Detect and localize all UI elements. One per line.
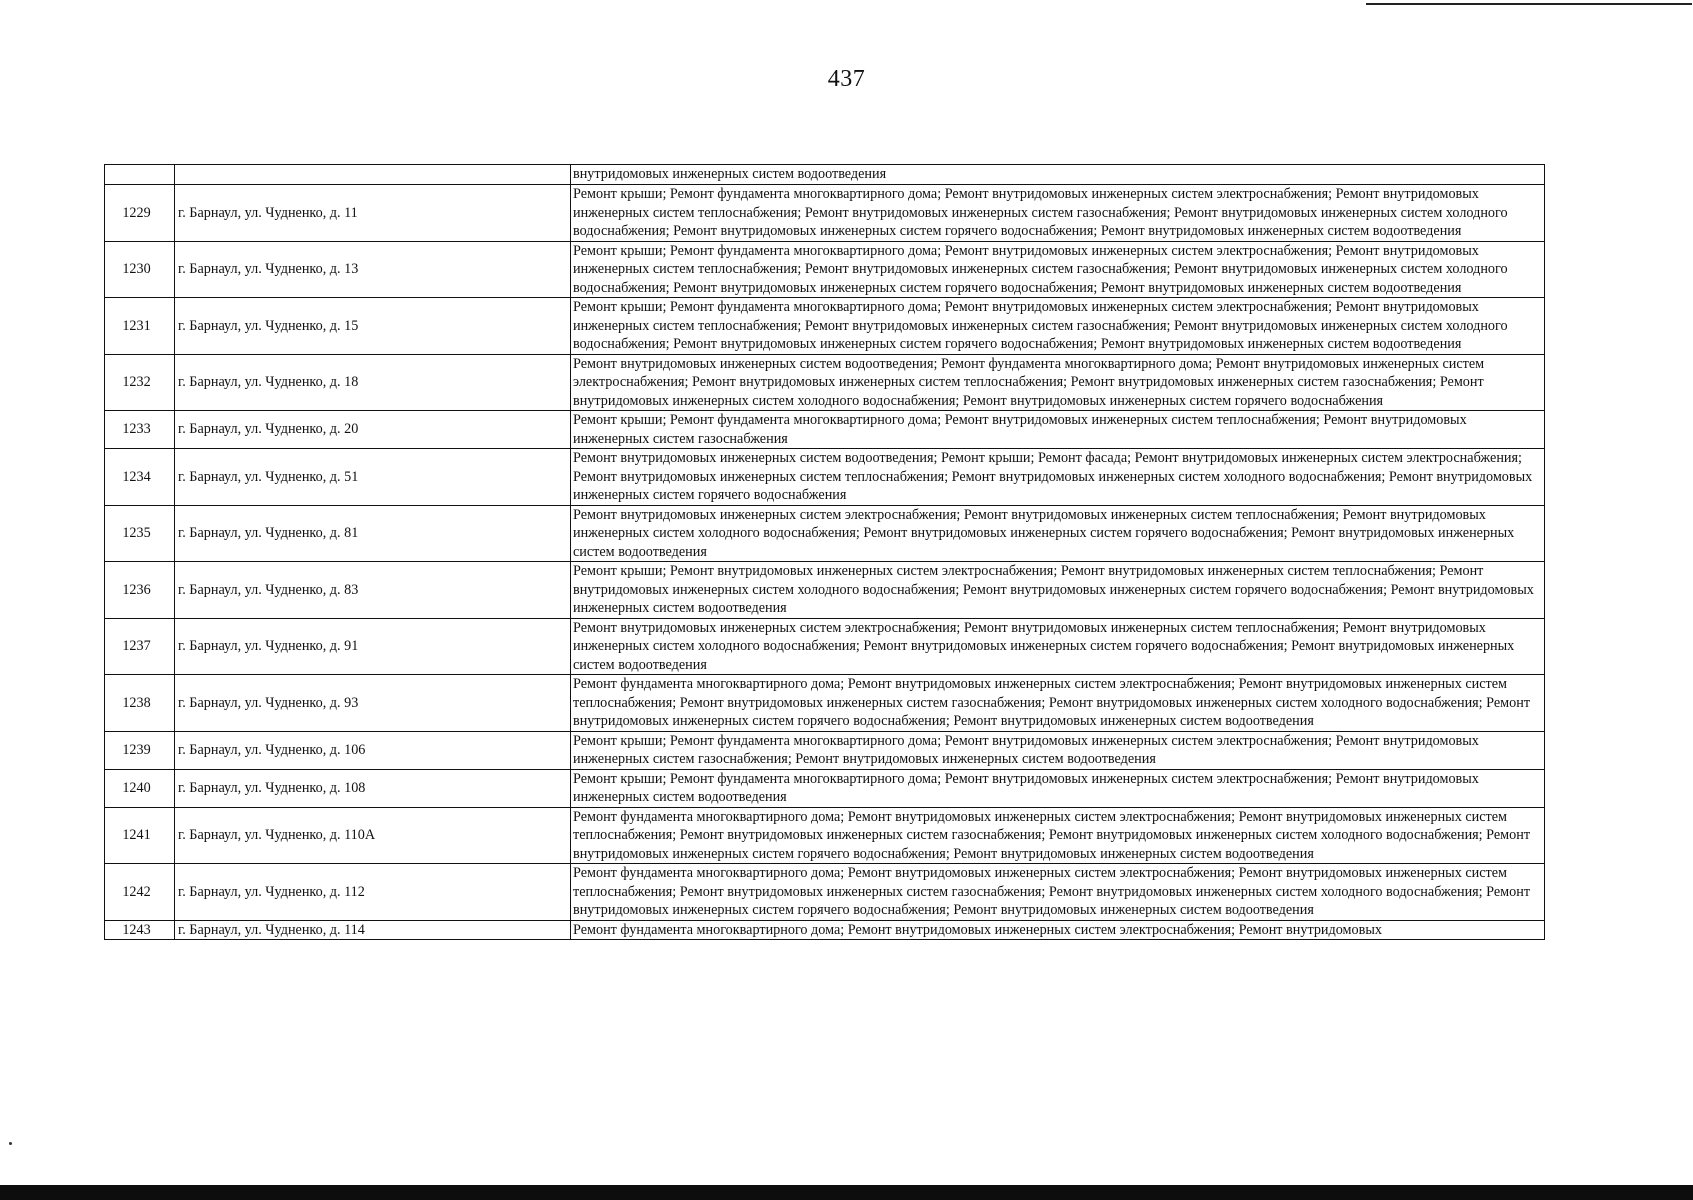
address-cell: г. Барнаул, ул. Чудненко, д. 114 — [175, 920, 571, 940]
table-body — [105, 165, 1545, 940]
row-number-cell: 1232 — [105, 354, 175, 411]
works-cell: Ремонт крыши; Ремонт внутридомовых инженерных систем электроснабжения; Ремонт внутридомовых инженерных систем теплоснабжения; Ремонт внутридомовых инженерных систем холодного водоснабжения; Ремонт внутридомовых инженерных систем горячего водоснабжения; Ремонт внутридомовых инженерных систем водоотведения — [571, 562, 1545, 619]
table-row — [105, 618, 1545, 675]
row-number-cell: 1237 — [105, 618, 175, 675]
table-row — [105, 505, 1545, 562]
table-row — [105, 864, 1545, 921]
top-edge-rule — [1366, 3, 1692, 5]
table-row-continuation — [105, 165, 1545, 185]
works-cell: Ремонт внутридомовых инженерных систем электроснабжения; Ремонт внутридомовых инженерных систем теплоснабжения; Ремонт внутридомовых инженерных систем холодного водоснабжения; Ремонт внутридомовых инженерных систем горячего водоснабжения; Ремонт внутридомовых инженерных систем водоотведения — [571, 505, 1545, 562]
table-row — [105, 449, 1545, 506]
table-row — [105, 807, 1545, 864]
address-cell: г. Барнаул, ул. Чудненко, д. 108 — [175, 769, 571, 807]
address-cell: г. Барнаул, ул. Чудненко, д. 20 — [175, 411, 571, 449]
scan-bottom-bar — [0, 1185, 1693, 1200]
table-row — [105, 411, 1545, 449]
address-cell: г. Барнаул, ул. Чудненко, д. 93 — [175, 675, 571, 732]
table-row — [105, 731, 1545, 769]
works-cell: Ремонт фундамента многоквартирного дома; Ремонт внутридомовых инженерных систем электроснабжения; Ремонт внутридомовых инженерных систем теплоснабжения; Ремонт внутридомовых инженерных систем газоснабжения; Ремонт внутридомовых инженерных систем холодного водоснабжения; Ремонт внутридомовых инженерных систем горячего водоснабжения; Ремонт внутридомовых инженерных систем водоотведения — [571, 807, 1545, 864]
row-number-cell: 1233 — [105, 411, 175, 449]
margin-speck — [9, 1142, 12, 1145]
works-cell: Ремонт фундамента многоквартирного дома; Ремонт внутридомовых инженерных систем электроснабжения; Ремонт внутридомовых инженерных систем теплоснабжения; Ремонт внутридомовых инженерных систем газоснабжения; Ремонт внутридомовых инженерных систем холодного водоснабжения; Ремонт внутридомовых инженерных систем горячего водоснабжения; Ремонт внутридомовых инженерных систем водоотведения — [571, 864, 1545, 921]
address-cell: г. Барнаул, ул. Чудненко, д. 110А — [175, 807, 571, 864]
row-number-cell: 1243 — [105, 920, 175, 940]
row-number-cell: 1235 — [105, 505, 175, 562]
table-row — [105, 241, 1545, 298]
address-cell: г. Барнаул, ул. Чудненко, д. 18 — [175, 354, 571, 411]
works-cell: Ремонт крыши; Ремонт фундамента многоквартирного дома; Ремонт внутридомовых инженерных систем электроснабжения; Ремонт внутридомовых инженерных систем водоотведения — [571, 769, 1545, 807]
address-cell: г. Барнаул, ул. Чудненко, д. 15 — [175, 298, 571, 355]
row-number-cell: 1230 — [105, 241, 175, 298]
row-number-cell: 1240 — [105, 769, 175, 807]
row-number-cell: 1239 — [105, 731, 175, 769]
table-row — [105, 920, 1545, 940]
works-cell: Ремонт крыши; Ремонт фундамента многоквартирного дома; Ремонт внутридомовых инженерных систем электроснабжения; Ремонт внутридомовых инженерных систем теплоснабжения; Ремонт внутридомовых инженерных систем газоснабжения; Ремонт внутридомовых инженерных систем холодного водоснабжения; Ремонт внутридомовых инженерных систем горячего водоснабжения; Ремонт внутридомовых инженерных систем водоотведения — [571, 185, 1545, 242]
table-row — [105, 354, 1545, 411]
address-cell: г. Барнаул, ул. Чудненко, д. 81 — [175, 505, 571, 562]
table-row — [105, 562, 1545, 619]
address-cell: г. Барнаул, ул. Чудненко, д. 112 — [175, 864, 571, 921]
row-number-cell: 1236 — [105, 562, 175, 619]
row-number-cell: 1229 — [105, 185, 175, 242]
address-cell: г. Барнаул, ул. Чудненко, д. 106 — [175, 731, 571, 769]
works-cell: Ремонт крыши; Ремонт фундамента многоквартирного дома; Ремонт внутридомовых инженерных систем электроснабжения; Ремонт внутридомовых инженерных систем теплоснабжения; Ремонт внутридомовых инженерных систем газоснабжения; Ремонт внутридомовых инженерных систем холодного водоснабжения; Ремонт внутридомовых инженерных систем горячего водоснабжения; Ремонт внутридомовых инженерных систем водоотведения — [571, 298, 1545, 355]
row-number-cell: 1234 — [105, 449, 175, 506]
page-number: 437 — [827, 66, 866, 92]
row-number-cell: 1241 — [105, 807, 175, 864]
row-number-cell: 1242 — [105, 864, 175, 921]
works-cell: Ремонт внутридомовых инженерных систем электроснабжения; Ремонт внутридомовых инженерных систем теплоснабжения; Ремонт внутридомовых инженерных систем холодного водоснабжения; Ремонт внутридомовых инженерных систем горячего водоснабжения; Ремонт внутридомовых инженерных систем водоотведения — [571, 618, 1545, 675]
row-number-cell: 1238 — [105, 675, 175, 732]
table-row — [105, 675, 1545, 732]
address-cell: г. Барнаул, ул. Чудненко, д. 83 — [175, 562, 571, 619]
address-cell: г. Барнаул, ул. Чудненко, д. 11 — [175, 185, 571, 242]
address-cell — [175, 165, 571, 185]
works-cell: Ремонт крыши; Ремонт фундамента многоквартирного дома; Ремонт внутридомовых инженерных систем электроснабжения; Ремонт внутридомовых инженерных систем газоснабжения; Ремонт внутридомовых инженерных систем водоотведения — [571, 731, 1545, 769]
table-row — [105, 769, 1545, 807]
works-cell: Ремонт внутридомовых инженерных систем водоотведения; Ремонт фундамента многоквартирного дома; Ремонт внутридомовых инженерных систем электроснабжения; Ремонт внутридомовых инженерных систем теплоснабжения; Ремонт внутридомовых инженерных систем газоснабжения; Ремонт внутридомовых инженерных систем холодного водоснабжения; Ремонт внутридомовых инженерных систем горячего водоснабжения — [571, 354, 1545, 411]
repair-works-table — [104, 164, 1545, 940]
row-number-cell: 1231 — [105, 298, 175, 355]
works-cell: Ремонт крыши; Ремонт фундамента многоквартирного дома; Ремонт внутридомовых инженерных систем теплоснабжения; Ремонт внутридомовых инженерных систем газоснабжения — [571, 411, 1545, 449]
address-cell: г. Барнаул, ул. Чудненко, д. 51 — [175, 449, 571, 506]
works-cell: внутридомовых инженерных систем водоотведения — [571, 165, 1545, 185]
repair-works-table-wrapper — [104, 164, 1545, 940]
row-number-cell — [105, 165, 175, 185]
works-cell: Ремонт фундамента многоквартирного дома; Ремонт внутридомовых инженерных систем электроснабжения; Ремонт внутридомовых — [571, 920, 1545, 940]
table-row — [105, 298, 1545, 355]
works-cell: Ремонт фундамента многоквартирного дома; Ремонт внутридомовых инженерных систем электроснабжения; Ремонт внутридомовых инженерных систем теплоснабжения; Ремонт внутридомовых инженерных систем газоснабжения; Ремонт внутридомовых инженерных систем холодного водоснабжения; Ремонт внутридомовых инженерных систем горячего водоснабжения; Ремонт внутридомовых инженерных систем водоотведения — [571, 675, 1545, 732]
works-cell: Ремонт крыши; Ремонт фундамента многоквартирного дома; Ремонт внутридомовых инженерных систем электроснабжения; Ремонт внутридомовых инженерных систем теплоснабжения; Ремонт внутридомовых инженерных систем газоснабжения; Ремонт внутридомовых инженерных систем холодного водоснабжения; Ремонт внутридомовых инженерных систем горячего водоснабжения; Ремонт внутридомовых инженерных систем водоотведения — [571, 241, 1545, 298]
address-cell: г. Барнаул, ул. Чудненко, д. 91 — [175, 618, 571, 675]
works-cell: Ремонт внутридомовых инженерных систем водоотведения; Ремонт крыши; Ремонт фасада; Ремонт внутридомовых инженерных систем электроснабжения; Ремонт внутридомовых инженерных систем теплоснабжения; Ремонт внутридомовых инженерных систем холодного водоснабжения; Ремонт внутридомовых инженерных систем горячего водоснабжения — [571, 449, 1545, 506]
address-cell: г. Барнаул, ул. Чудненко, д. 13 — [175, 241, 571, 298]
table-row — [105, 185, 1545, 242]
